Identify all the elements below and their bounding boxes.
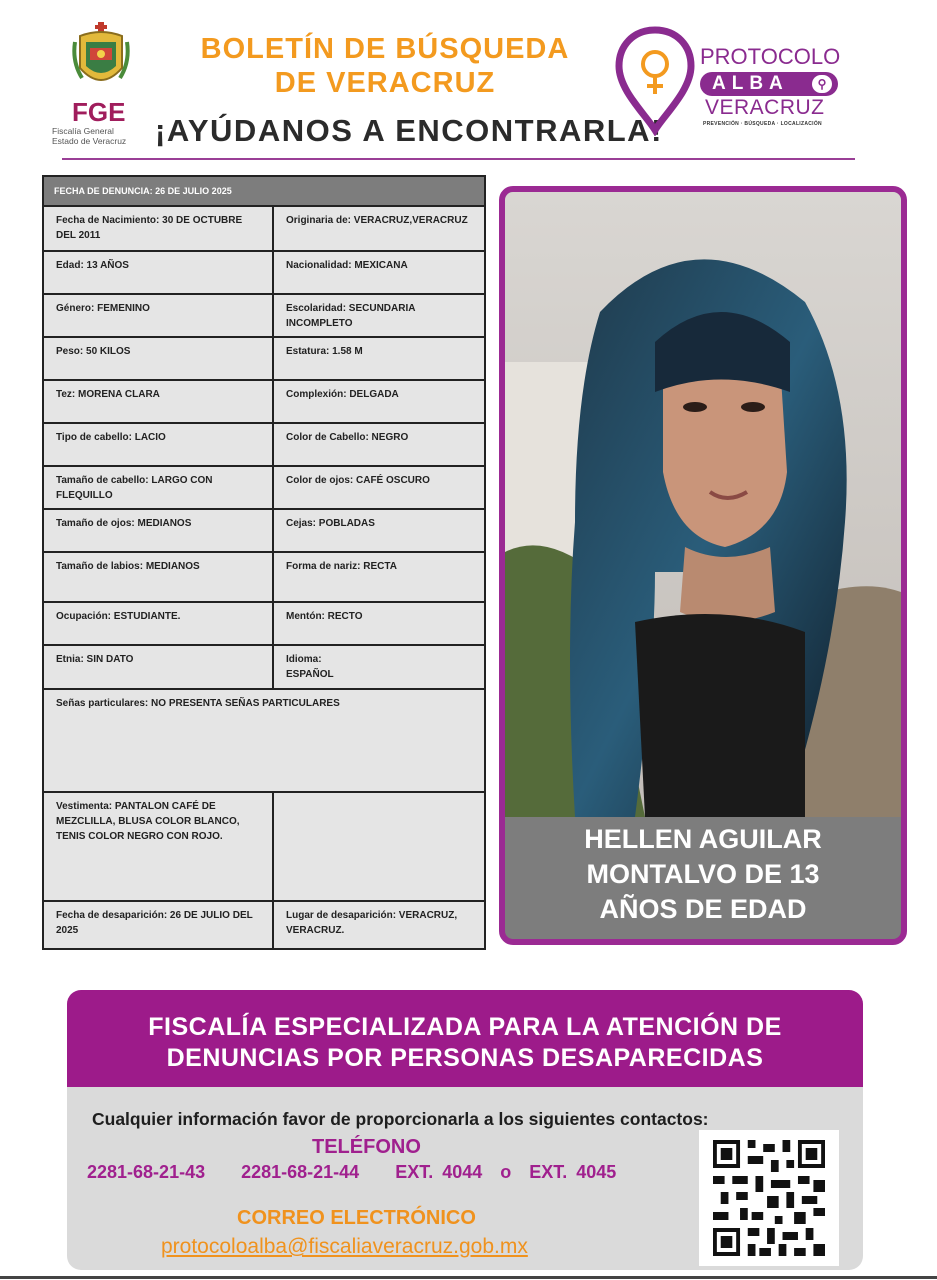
contact-section	[67, 1087, 863, 1270]
contact-intro: Cualquier información favor de proporcionarla a los siguientes contactos:	[92, 1109, 709, 1129]
table-row	[44, 250, 484, 293]
table-row	[44, 422, 484, 465]
table-row	[44, 379, 484, 422]
female-location-pin-icon	[615, 26, 695, 136]
table-header-row	[44, 177, 484, 205]
weight: Peso: 50 KILOS	[44, 338, 274, 379]
language: Idioma: ESPAÑOL	[286, 654, 334, 680]
veracruz-coat-of-arms-icon	[72, 22, 130, 92]
bulletin-title	[190, 32, 580, 100]
table-row	[44, 508, 484, 551]
photo-card	[499, 186, 907, 945]
table-row	[44, 900, 484, 948]
distinguishing-marks: Señas particulares: NO PRESENTA SEÑAS PARTICULARES	[56, 698, 340, 709]
fge-acronym: FGE	[72, 97, 126, 127]
fge-name-line1: Fiscalía General	[52, 126, 114, 136]
height: Estatura: 1.58 M	[286, 346, 363, 357]
occupation: Ocupación: ESTUDIANTE.	[44, 603, 274, 644]
fge-logo	[52, 22, 152, 147]
build: Complexión: DELGADA	[286, 389, 399, 400]
table-row	[44, 601, 484, 644]
alba-tagline: PREVENCIÓN · BÚSQUEDA · LOCALIZACIÓN	[703, 121, 822, 127]
disappearance-date: Fecha de desaparición: 26 DE JULIO DEL 2025	[44, 902, 274, 948]
caption-line2: MONTALVO DE 13	[586, 859, 820, 889]
table-row	[44, 644, 484, 688]
fge-name-line2: Estado de Veracruz	[52, 136, 127, 146]
schooling: Escolaridad: SECUNDARIA INCOMPLETO	[286, 303, 416, 329]
header-divider	[62, 158, 855, 160]
alba-state-label: VERACRUZ	[705, 96, 825, 119]
hair-length: Tamaño de cabello: LARGO CON FLEQUILLO	[44, 467, 274, 508]
caption-line1: HELLEN AGUILAR	[584, 824, 822, 854]
fiscalia-line2: DENUNCIAS POR PERSONAS DESAPARECIDAS	[166, 1044, 764, 1072]
table-row	[44, 465, 484, 508]
alba-label: ALBA	[712, 73, 789, 94]
gender: Género: FEMENINO	[44, 295, 274, 336]
ethnicity: Etnia: SIN DATO	[44, 646, 274, 688]
alba-badge	[700, 72, 838, 96]
table-row	[44, 293, 484, 336]
chin: Mentón: RECTO	[286, 611, 363, 622]
search-icon: ⚲	[812, 75, 832, 93]
bottom-edge-line	[0, 1276, 937, 1279]
phone-numbers: 2281-68-21-43 2281-68-21-44 EXT. 4044 o EXT. 4045	[87, 1162, 617, 1182]
report-date: FECHA DE DENUNCIA: 26 DE JULIO 2025	[44, 177, 484, 205]
disappearance-place: Lugar de desaparición: VERACRUZ, VERACRUZ.	[286, 910, 458, 936]
missing-person-photo	[505, 192, 901, 817]
lip-size: Tamaño de labios: MEDIANOS	[44, 553, 274, 601]
table-row	[44, 791, 484, 900]
table-row	[44, 688, 484, 791]
qr-code-icon	[713, 1140, 825, 1256]
hair-color: Color de Cabello: NEGRO	[286, 432, 409, 443]
protocolo-label: PROTOCOLO	[700, 44, 841, 69]
eye-color: Color de ojos: CAFÉ OSCURO	[286, 475, 430, 486]
bulletin-title-line2: DE VERACRUZ	[274, 67, 496, 99]
nationality: Nacionalidad: MEXICANA	[286, 260, 408, 271]
skin-tone: Tez: MORENA CLARA	[44, 381, 274, 422]
caption-line3: AÑOS DE EDAD	[599, 894, 807, 924]
origin: Originaria de: VERACRUZ,VERACRUZ	[286, 215, 468, 226]
hair-type: Tipo de cabello: LACIO	[44, 424, 274, 465]
table-row	[44, 336, 484, 379]
email-link[interactable]: protocoloalba@fiscaliaveracruz.gob.mx	[161, 1235, 528, 1258]
table-row	[44, 205, 484, 250]
bulletin-title-line1: BOLETÍN DE BÚSQUEDA	[200, 33, 570, 65]
table-row	[44, 551, 484, 601]
nose-shape: Forma de nariz: RECTA	[286, 561, 397, 572]
help-heading: ¡AYÚDANOS A ENCONTRARLA!	[155, 113, 663, 148]
age: Edad: 13 AÑOS	[44, 252, 274, 293]
fiscalia-banner	[67, 990, 863, 1087]
birth-date: Fecha de Nacimiento: 30 DE OCTUBRE DEL 2011	[44, 207, 274, 250]
email-heading: CORREO ELECTRÓNICO	[237, 1207, 476, 1229]
missing-person-info-table	[42, 175, 486, 950]
clothing: Vestimenta: PANTALON CAFÉ DE MEZCLILLA, BLUSA COLOR BLANCO, TENIS COLOR NEGRO CON ROJO.	[44, 793, 274, 900]
fge-full-name	[52, 126, 152, 146]
eye-size: Tamaño de ojos: MEDIANOS	[44, 510, 274, 551]
person-name-caption	[505, 822, 901, 927]
phone-heading: TELÉFONO	[312, 1136, 421, 1158]
clothing-extra	[274, 793, 484, 900]
qr-code[interactable]	[699, 1130, 839, 1266]
fiscalia-line1: FISCALÍA ESPECIALIZADA PARA LA ATENCIÓN DE	[148, 1013, 782, 1041]
eyebrows: Cejas: POBLADAS	[286, 518, 375, 529]
